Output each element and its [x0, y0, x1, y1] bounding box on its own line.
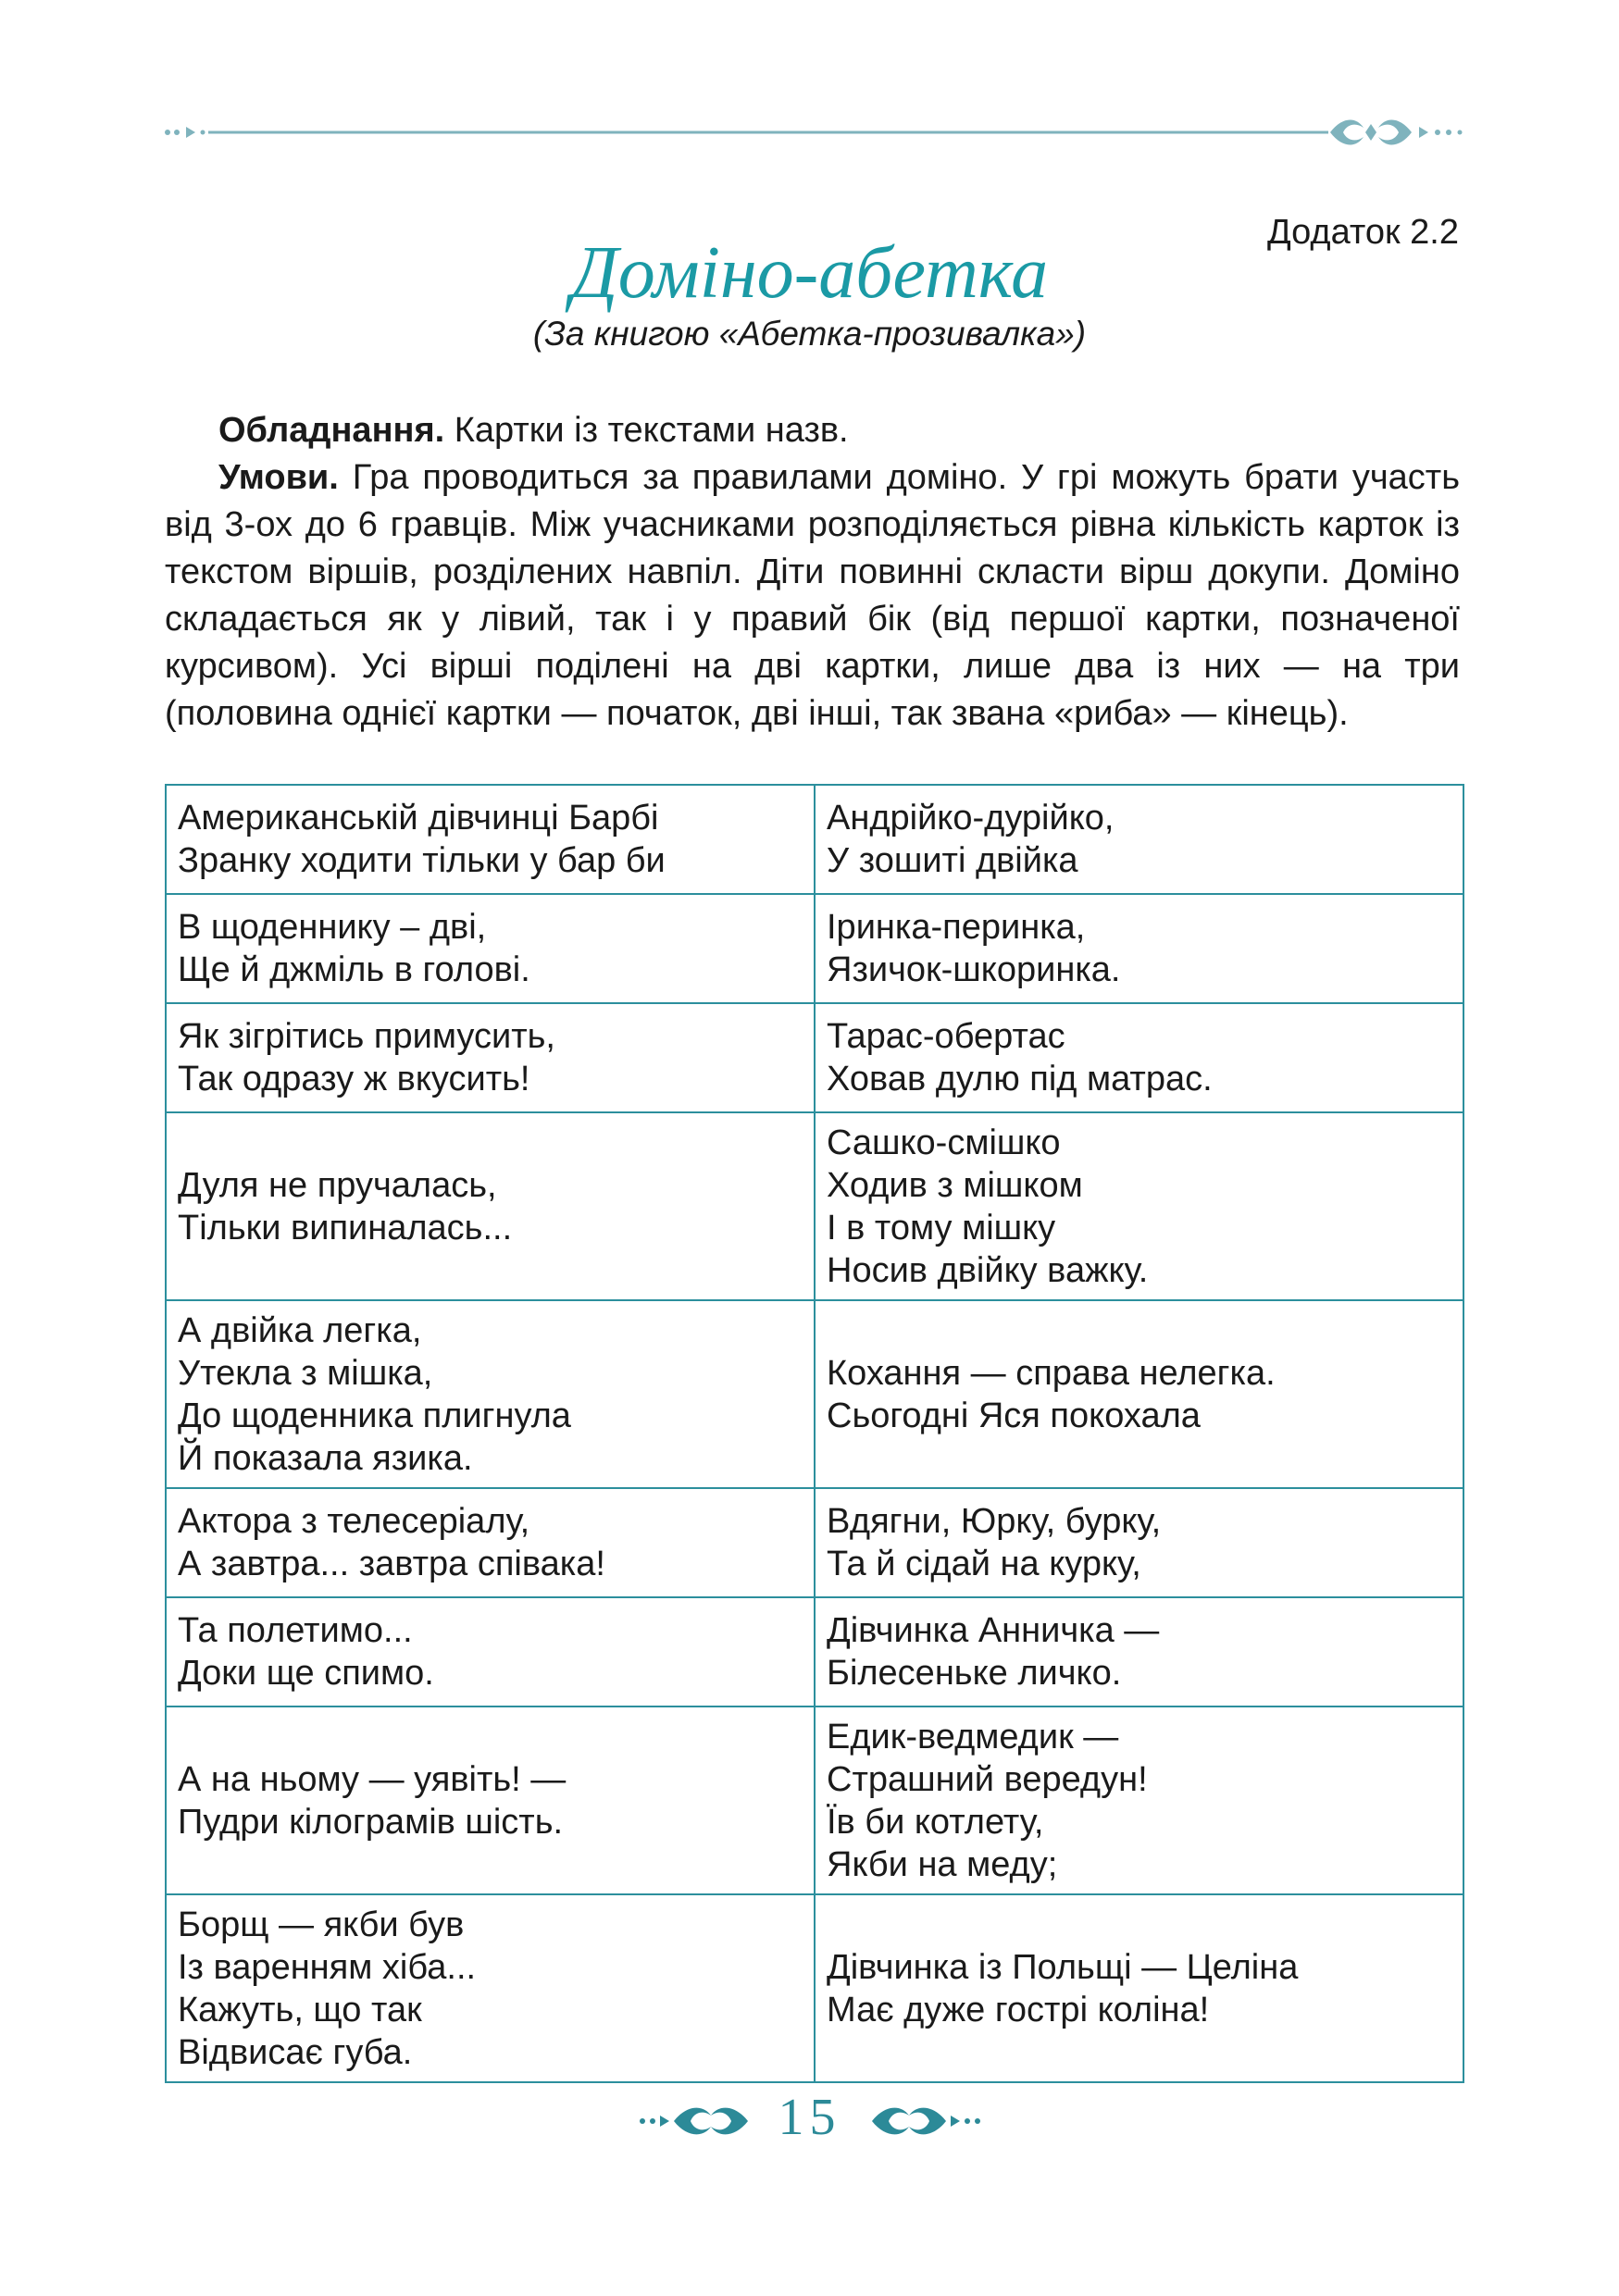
conditions-label: Умови.: [218, 458, 339, 497]
domino-card-right: Дівчинка Анничка — Білесеньке личко.: [815, 1597, 1463, 1706]
top-ornament: [162, 109, 1467, 155]
domino-card-left: Актора з телесеріалу, А завтра... завтра співака!: [166, 1488, 815, 1597]
domino-table: [165, 784, 1464, 2083]
domino-card-right: Тарас-обертас Ховав дулю під матрас.: [815, 1003, 1463, 1112]
appendix-label: Додаток 2.2: [1266, 213, 1459, 252]
table-row: [166, 1112, 1463, 1300]
table-row: [166, 1003, 1463, 1112]
table-row: [166, 1894, 1463, 2082]
domino-card-left: А на ньому — уявіть! — Пудри кілограмів шість.: [166, 1706, 815, 1894]
table-row: [166, 1706, 1463, 1894]
conditions-paragraph: [165, 454, 1460, 738]
equipment-label: Обладнання.: [218, 411, 445, 450]
intro-text: [165, 407, 1460, 738]
domino-card-left: Та полетимо... Доки ще спимо.: [166, 1597, 815, 1706]
domino-card-right: Сашко-смішко Ходив з мішком І в тому мішку Носив двійку важку.: [815, 1112, 1463, 1300]
domino-card-right: Кохання — справа нелегка. Сьогодні Яся покохала: [815, 1300, 1463, 1488]
domino-card-right: Дівчинка із Польщі — Целіна Має дуже гострі коліна!: [815, 1894, 1463, 2082]
equipment-text: Картки із текстами назв.: [444, 411, 849, 450]
domino-card-right: Вдягни, Юрку, бурку, Та й сідай на курку,: [815, 1488, 1463, 1597]
domino-card-right: Іринка-перинка, Язичок-шкоринка.: [815, 894, 1463, 1003]
domino-card-right: Едик-ведмедик — Страшний вередун! Їв би котлету, Якби на меду;: [815, 1706, 1463, 1894]
table-row: [166, 894, 1463, 1003]
conditions-text: Гра проводиться за правилами доміно. У грі можуть брати участь від 3-ох до 6 гравців. Між учасниками розподіляється рівна кількість карток із текстом віршів, розділених навпіл. Діти повинні скласти вірш докупи. Доміно складається як у лівий, так і у правий бік (від першої картки, позначеної курсивом). Усі вірші поділені на дві картки, лише два із них — на три (половина однієї картки — початок, дві інші, так звана «риба» — кінець).: [165, 458, 1460, 733]
domino-card-left: Як зігрітись примусить, Так одразу ж вкусить!: [166, 1003, 815, 1112]
table-row: [166, 1597, 1463, 1706]
domino-card-left: А двійка легка, Утекла з мішка, До щоденника плигнула Й показала язика.: [166, 1300, 815, 1488]
page-title: Доміно-абетка: [570, 232, 1049, 314]
page-number: 15: [778, 2089, 841, 2146]
page-subtitle: (За книгою «Абетка-прозивалка»): [532, 315, 1087, 353]
domino-card-left: Дуля не пручалась, Тільки випиналась...: [166, 1112, 815, 1300]
domino-card-right: Андрійко-дурійко, У зошиті двійка: [815, 785, 1463, 894]
table-row: [166, 1488, 1463, 1597]
table-row: [166, 1300, 1463, 1488]
table-row: [166, 785, 1463, 894]
equipment-paragraph: [165, 407, 1460, 454]
domino-card-left: Американській дівчинці Барбі Зранку ходити тільки у бар би: [166, 785, 815, 894]
domino-card-left: Борщ — якби був Із варенням хіба... Кажуть, що так Відвисає губа.: [166, 1894, 815, 2082]
domino-card-left: В щоденнику – дві, Ще й джміль в голові.: [166, 894, 815, 1003]
